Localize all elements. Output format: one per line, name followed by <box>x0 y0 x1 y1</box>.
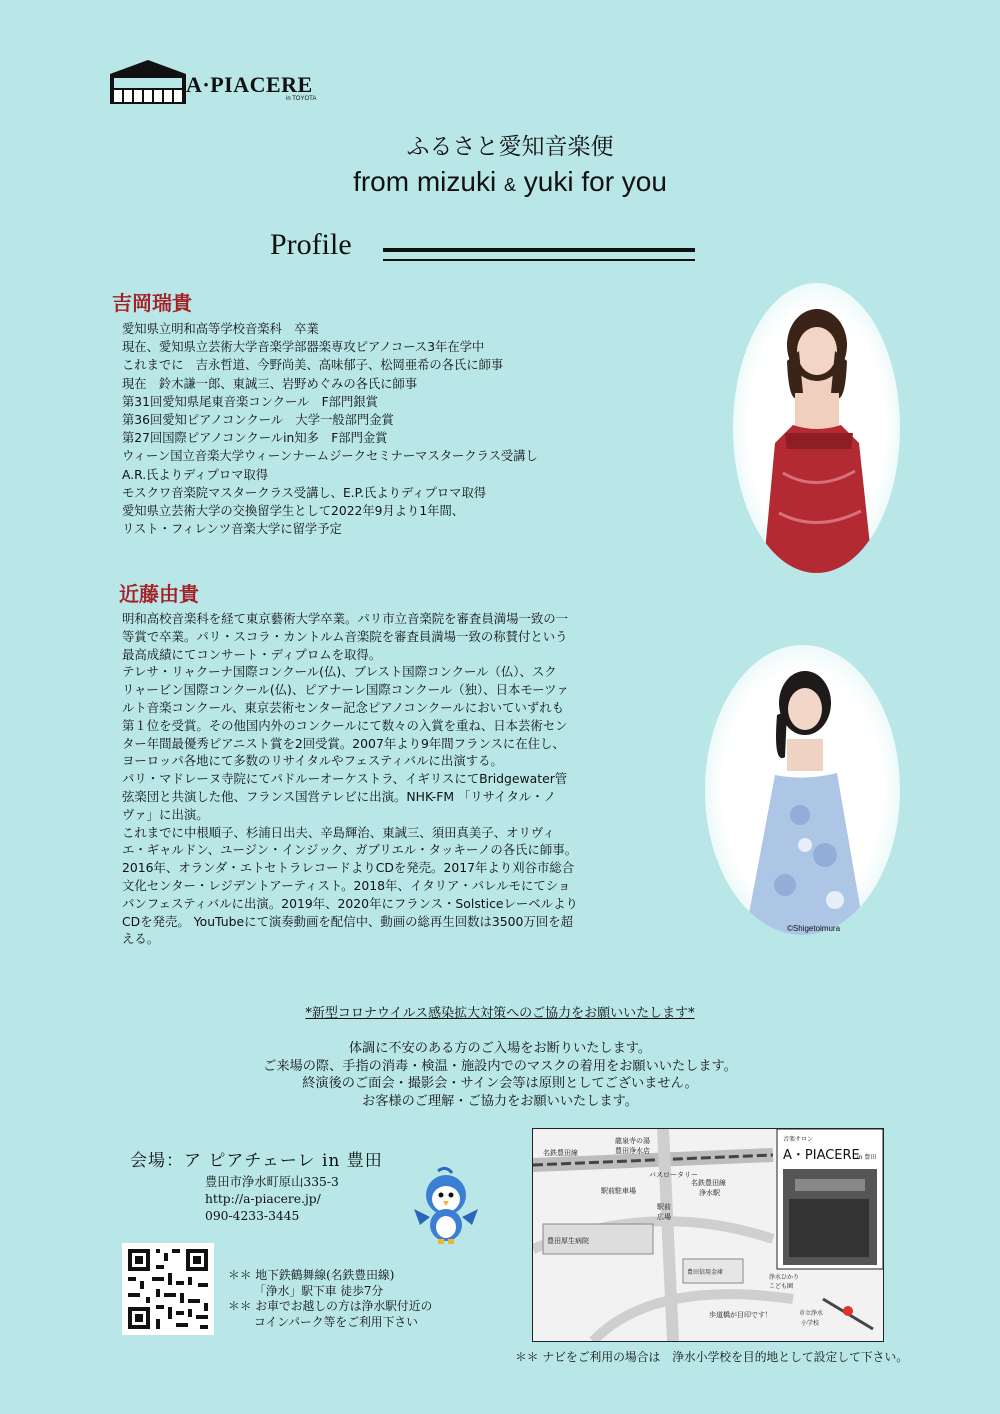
map-label-hospital: 豊田厚生病院 <box>547 1237 589 1245</box>
subtitle-amp: & <box>503 175 516 195</box>
subtitle-pre: from mizuki <box>353 166 504 197</box>
venue-label: 会場：ア ピアチェーレ in 豊田 <box>130 1151 383 1171</box>
artist2-photo <box>705 645 900 935</box>
bio-line: A.R.氏よりディプロマ取得 <box>122 467 269 482</box>
bio-line: 明和高校音楽科を経て東京藝術大学卒業。パリ市立音楽院を審査員満場一致の一 <box>122 611 569 626</box>
bio-line: える。 <box>122 931 160 947</box>
notice-line: 体調に不安のある方のご入場をお断りいたします。 <box>348 1041 652 1056</box>
artist2-name: 近藤由貴 <box>119 582 199 606</box>
access-info <box>228 1268 432 1330</box>
notice-line: 終演後のご面会・撮影会・サイン会等は原則としてございません。 <box>302 1076 698 1091</box>
bio-line: 第１位を受賞。その他国内外のコンクールにて数々の入賞を重ね、日本芸術セン <box>122 717 568 733</box>
bio-line: 最高成績にてコンサート・ディプロムを取得。 <box>122 646 382 662</box>
access-line: コインパーク等をご利用下さい <box>254 1314 418 1329</box>
subtitle-post: yuki for you <box>515 166 667 197</box>
map-header-brand: A・PIACERE <box>783 1148 860 1163</box>
bio-line: テレサ・リャクーナ国際コンクール(仏)、ブレスト国際コンクール（仏）、スク <box>122 664 557 680</box>
bio-line: 文化センター・レジデントアーティスト。2018年、イタリア・パレルモにてショ <box>122 877 571 893</box>
map-label-onsen: 龍泉寺の湯 <box>615 1137 650 1145</box>
qr-code[interactable] <box>122 1243 214 1335</box>
bio-line: これまでに 吉永哲道、今野尚美、高味郁子、松岡亜希の各氏に師事 <box>122 358 504 373</box>
map-label-station2: 浄水駅 <box>699 1189 720 1197</box>
map-label-busrotary: バスロータリー <box>649 1171 698 1179</box>
artist2-bio <box>122 610 687 948</box>
bio-line: これまでに中根順子、杉浦日出夫、辛島輝治、東誠三、須田真美子、オリヴィ <box>122 824 555 840</box>
page-subtitle <box>0 166 1000 198</box>
bio-line: パンフェスティバルに出演。2019年、2020年にフランス・Solsticeレーベルより <box>122 895 578 911</box>
access-line: 「浄水」駅下車 徒歩7分 <box>254 1283 384 1298</box>
bio-line: 現在 鈴木謙一郎、東誠三、岩野めぐみの各氏に師事 <box>122 376 418 391</box>
page-title: ふるさと愛知音楽便 <box>406 134 614 160</box>
profile-divider <box>383 248 695 261</box>
map-label-nursery1: 浄水ひかり <box>769 1274 800 1281</box>
access-line: ＊＊ 地下鉄鶴舞線(名鉄豊田線) <box>228 1268 395 1282</box>
venue-url[interactable]: http://a-piacere.jp/ <box>205 1192 321 1206</box>
map-label-meitetsu: 名鉄豊田線 <box>543 1149 578 1157</box>
bio-line: ウィーン国立音楽大学ウィーンナームジークセミナーマスタークラス受講し <box>122 449 538 464</box>
map-label-onsen2: 豊田浄水店 <box>615 1147 650 1155</box>
bird-mascot-icon <box>410 1165 482 1247</box>
access-line: ＊＊ お車でお越しの方は浄水駅付近の <box>228 1299 433 1313</box>
venue-info <box>205 1174 339 1225</box>
building-logo-icon <box>108 58 188 106</box>
covid-notice-heading <box>0 1002 1000 1021</box>
bio-line: リスト・フィレンツ音楽大学に留学予定 <box>122 522 342 537</box>
notice-heading-text: *新型コロナウイルス感染拡大対策へのご協力をお願いいたします* <box>305 1006 695 1021</box>
bio-line: 第36回愛知ピアノコンクール 大学一般部門金賞 <box>122 413 394 428</box>
map-label-plaza2: 広場 <box>657 1213 671 1221</box>
bio-line: 2016年、オランダ・エトセトラレコードよりCDを発売。2017年より刈谷市総合 <box>122 860 575 876</box>
bio-line: CDを発売。 YouTubeにて演奏動画を配信中、動画の総再生回数は3500万回を超 <box>122 913 573 929</box>
map-label-nursery2: こども園 <box>769 1283 794 1290</box>
artist1-bio <box>122 320 682 538</box>
bio-line: 等賞で卒業。パリ・スコラ・カントルム音楽院を審査員満場一致の称賛付という <box>122 628 568 644</box>
bio-line: パリ・マドレーヌ寺院にてパドルーオーケストラ、イギリスにてBridgewater管 <box>122 771 568 787</box>
photo-credit: ©Shigetoimura <box>787 924 841 933</box>
bio-line: 現在、愛知県立芸術大学音楽学部器楽専攻ピアノコース3年在学中 <box>122 340 485 355</box>
bio-line: モスクワ音楽院マスタークラス受講し、E.P.氏よりディプロマ取得 <box>122 485 487 500</box>
bio-line: 第27回国際ピアノコンクールin知多 F部門金賞 <box>122 431 388 446</box>
map-header-sub: in 豊田 <box>857 1154 877 1161</box>
artist1-photo <box>733 283 900 573</box>
logo-brand: A·PIACERE <box>186 72 313 97</box>
notice-line: お客様のご理解・ご協力をお願いいたします。 <box>362 1093 638 1109</box>
bio-line: 第31回愛知県尾東音楽コンクール F部門銀賞 <box>122 394 378 409</box>
a-piacere-logo <box>108 58 328 106</box>
map-header-small: 音楽サロン <box>783 1136 814 1143</box>
map-label-school1: 市立浄水 <box>799 1310 824 1317</box>
logo-sub: in TOYOTA <box>286 96 317 102</box>
bio-line: ター年間最優秀ピアニスト賞を2回受賞。2007年より9年間フランスに在住し、 <box>122 735 565 751</box>
map-label-school2: 小学校 <box>801 1320 820 1327</box>
navigation-note: ＊＊ ナビをご利用の場合は 浄水小学校を目的地として設定して下さい。 <box>515 1350 909 1364</box>
profile-heading: Profile <box>270 228 352 261</box>
map-label-bridge: 歩道橋が目印です！ <box>709 1311 772 1319</box>
bio-line: ヨーロッパ各地にて多数のリサイタルやフェスティバルに出演する。 <box>122 753 503 769</box>
venue-phone[interactable]: 090-4233-3445 <box>205 1209 300 1223</box>
bio-line: エ・ギャルドン、ユージン・インジック、ガブリエル・タッキーノの各氏に師事。 <box>122 842 578 858</box>
bio-line: ヴァ」に出演。 <box>122 806 209 822</box>
covid-notice-body <box>0 1040 1000 1110</box>
bio-line: 愛知県立明和高等学校音楽科 卒業 <box>122 322 319 336</box>
artist1-name: 吉岡瑞貴 <box>112 291 192 315</box>
map-label-parking: 駅前駐車場 <box>601 1187 636 1195</box>
access-map[interactable] <box>532 1128 884 1342</box>
venue-address: 豊田市浄水町原山335-3 <box>205 1175 339 1189</box>
notice-line: ご来場の際、手指の消毒・検温・施設内でのマスクの着用をお願いいたします。 <box>263 1058 737 1074</box>
bio-line: ルト音楽コンクール、東京芸術センター記念ピアノコンクールにおいていずれも <box>122 699 564 715</box>
bio-line: 弦楽団と共演した他、フランス国営テレビに出演。NHK-FM 「リサイタル・ノ <box>122 788 557 804</box>
bio-line: 愛知県立芸術大学の交換留学生として2022年9月より1年間、 <box>122 504 465 519</box>
map-label-bank: 豊田信用金庫 <box>687 1269 724 1276</box>
map-label-plaza1: 駅前 <box>657 1203 671 1211</box>
bio-line: リャービン国際コンクール(仏)、ピアナーレ国際コンクール（独）、日本モーツァ <box>122 682 569 698</box>
map-label-station1: 名鉄豊田線 <box>691 1179 726 1187</box>
